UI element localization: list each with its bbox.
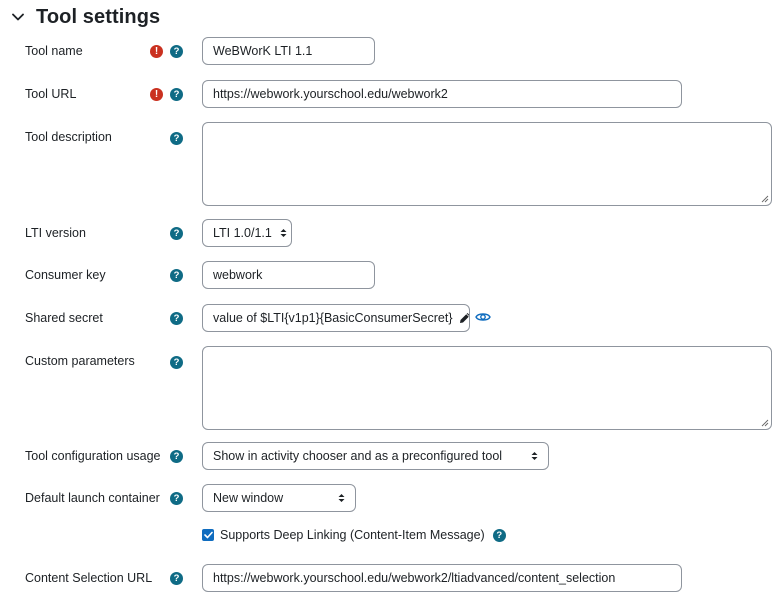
lti-version-value: LTI 1.0/1.1 — [213, 226, 272, 240]
help-icon[interactable]: ? — [170, 572, 183, 585]
pencil-icon[interactable] — [459, 312, 471, 324]
deep-linking-label[interactable]: Supports Deep Linking (Content-Item Message) — [220, 528, 485, 542]
deep-linking-row — [202, 528, 506, 542]
resize-grip-icon[interactable] — [761, 419, 769, 427]
tool-url-input[interactable]: https://webwork.yourschool.edu/webwork2 — [202, 80, 682, 108]
select-caret-icon — [280, 228, 287, 238]
tool-config-usage-label: Tool configuration usage — [25, 449, 161, 463]
lti-version-row — [0, 219, 775, 247]
tool-description-textarea[interactable] — [202, 122, 772, 206]
help-icon[interactable]: ? — [170, 356, 183, 369]
chevron-down-icon[interactable] — [10, 9, 26, 25]
consumer-key-label: Consumer key — [25, 268, 106, 282]
help-icon[interactable]: ? — [170, 88, 183, 101]
content-selection-url-input[interactable]: https://webwork.yourschool.edu/webwork2/ltiadvanced/content_selection — [202, 564, 682, 592]
resize-grip-icon[interactable] — [761, 195, 769, 203]
custom-parameters-label: Custom parameters — [25, 354, 135, 368]
eye-icon[interactable] — [475, 309, 491, 325]
section-header[interactable] — [10, 4, 160, 30]
deep-linking-checkbox[interactable] — [202, 529, 214, 541]
custom-parameters-textarea[interactable] — [202, 346, 772, 430]
content-selection-url-row — [0, 564, 775, 592]
select-caret-icon — [338, 493, 345, 503]
select-caret-icon — [531, 451, 538, 461]
launch-container-row — [0, 484, 775, 512]
tool-description-row — [0, 122, 775, 206]
shared-secret-input[interactable] — [202, 304, 470, 332]
help-icon[interactable]: ? — [170, 492, 183, 505]
launch-container-select[interactable] — [202, 484, 356, 512]
tool-config-usage-row — [0, 442, 775, 470]
consumer-key-row — [0, 261, 775, 289]
help-icon[interactable]: ? — [170, 269, 183, 282]
tool-config-usage-value: Show in activity chooser and as a preconfigured tool — [213, 449, 503, 463]
consumer-key-input[interactable]: webwork — [202, 261, 375, 289]
tool-url-row — [0, 80, 775, 108]
help-icon[interactable]: ? — [170, 450, 183, 463]
help-icon[interactable]: ? — [170, 45, 183, 58]
tool-url-label: Tool URL — [25, 87, 77, 101]
section-title: Tool settings — [36, 5, 161, 28]
help-icon[interactable]: ? — [170, 227, 183, 240]
lti-version-label: LTI version — [25, 226, 86, 240]
tool-description-label: Tool description — [25, 130, 112, 144]
launch-container-value: New window — [213, 491, 284, 505]
shared-secret-label: Shared secret — [25, 311, 103, 325]
shared-secret-row — [0, 304, 775, 332]
shared-secret-value: value of $LTI{v1p1}{BasicConsumerSecret} — [213, 311, 453, 325]
help-icon[interactable]: ? — [493, 529, 506, 542]
custom-parameters-row — [0, 346, 775, 430]
tool-name-row — [0, 37, 775, 65]
content-selection-url-label: Content Selection URL — [25, 571, 153, 585]
lti-version-select[interactable] — [202, 219, 292, 247]
help-icon[interactable]: ? — [170, 312, 183, 325]
required-icon: ! — [150, 45, 163, 58]
tool-name-label: Tool name — [25, 44, 83, 58]
tool-config-usage-select[interactable] — [202, 442, 549, 470]
launch-container-label: Default launch container — [25, 491, 160, 505]
tool-name-input[interactable]: WeBWorK LTI 1.1 — [202, 37, 375, 65]
required-icon: ! — [150, 88, 163, 101]
help-icon[interactable]: ? — [170, 132, 183, 145]
